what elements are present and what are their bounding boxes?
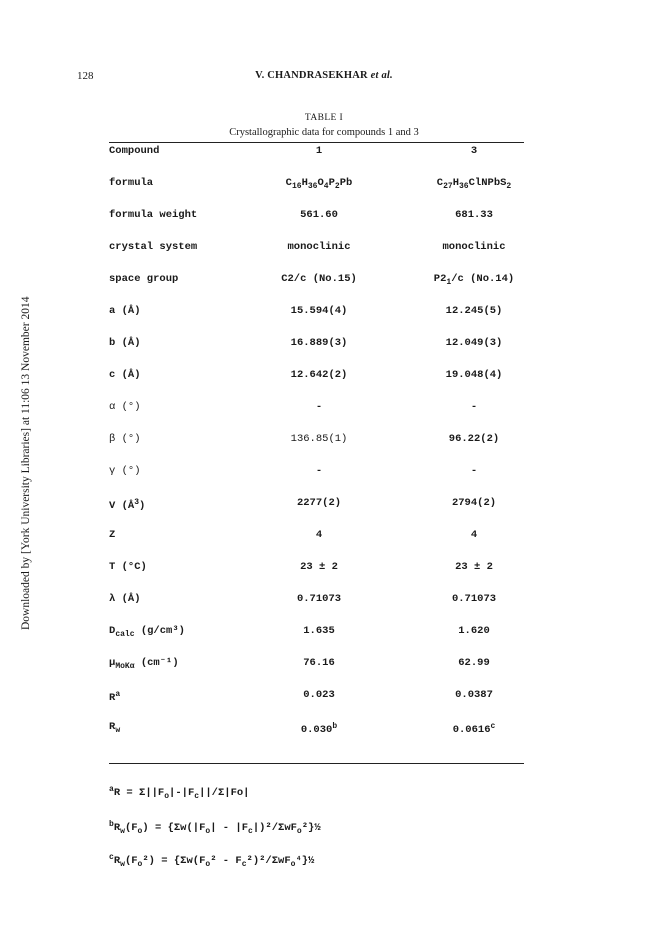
value-wavelength-1: 0.71073 [296, 593, 342, 605]
value-gamma-3: - [470, 465, 478, 477]
row-space-group [109, 271, 524, 287]
value-rw-1: 0.030$^b$ [300, 722, 338, 736]
prop-b: b (Å) [109, 337, 141, 349]
prop-space-group: space group [109, 273, 179, 285]
value-alpha-3: - [470, 401, 478, 413]
row-b [109, 335, 524, 351]
row-gamma [109, 463, 524, 479]
value-formula-weight-3: 681.33 [455, 209, 493, 221]
prop-temperature: T (°C) [109, 561, 147, 573]
value-z-3: 4 [470, 529, 478, 541]
row-z [109, 527, 524, 543]
value-r-3: 0.0387 [455, 689, 493, 701]
value-crystal-system-1: monoclinic [287, 241, 351, 253]
prop-formula: formula [109, 177, 154, 189]
value-temperature-1: 23 ± 2 [300, 561, 338, 573]
value-beta-3: 96.22(2) [448, 433, 500, 445]
row-c [109, 367, 524, 383]
running-head-authors: V. CHANDRASEKHAR [255, 70, 368, 81]
prop-alpha: α (°) [109, 401, 141, 413]
value-absorption-1: 76.16 [303, 657, 335, 669]
row-wavelength [109, 591, 524, 607]
row-absorption [109, 655, 524, 671]
prop-c: c (Å) [109, 369, 141, 381]
value-alpha-1: - [315, 401, 323, 413]
value-formula-3: $C_{27}H_{36}ClNPbS_2$ [436, 177, 512, 191]
row-crystal-system [109, 239, 524, 255]
row-temperature [109, 559, 524, 575]
prop-formula-weight: formula weight [109, 209, 198, 221]
footnote-b: $^bR_w(F_o) = \{\Sigma w(|F_o|$ - $|F_c|)^2/\Sigma wF_o^2\}\frac{1}{2}$ [109, 820, 321, 836]
value-z-1: 4 [315, 529, 323, 541]
value-rw-3: 0.0616$^c$ [452, 722, 496, 736]
header-compound-3: 3 [470, 145, 478, 157]
header-compound-1: 1 [315, 145, 323, 157]
value-a-3: 12.245(5) [445, 305, 503, 317]
value-wavelength-3: 0.71073 [451, 593, 497, 605]
prop-r: $R^a$ [109, 690, 121, 704]
prop-absorption: $\mu_{MoK\alpha}$ (cm⁻¹) [109, 657, 179, 671]
header-property: Compound [109, 145, 160, 157]
value-crystal-system-3: monoclinic [442, 241, 506, 253]
row-density [109, 623, 524, 639]
footnote-c: $^cR_w(F_o^2) = \{\Sigma w(F_o^2$ - $F_c^2)^2/\Sigma wF_o^4\}\frac{1}{2}$ [109, 853, 315, 869]
download-watermark: Downloaded by [York University Libraries] at 11:06 13 November 2014 [20, 296, 32, 630]
row-volume [109, 495, 524, 511]
prop-z: Z [109, 529, 116, 541]
value-volume-3: 2794(2) [451, 497, 497, 509]
value-space-group-1: C2/c (No.15) [281, 273, 357, 285]
prop-density: $D_{calc}$ (g/cm³) [109, 625, 185, 639]
value-b-1: 16.889(3) [290, 337, 348, 349]
value-density-1: 1.635 [303, 625, 335, 637]
value-c-1: 12.642(2) [290, 369, 348, 381]
footnote-a: $^aR = \Sigma||F_o|-|F_c||/\Sigma|Fo|$ [109, 785, 250, 801]
prop-volume: V $(Å^3)$ [109, 498, 146, 512]
table-caption: Crystallographic data for compounds 1 and 3 [229, 127, 419, 138]
prop-wavelength: λ (Å) [109, 593, 141, 605]
row-beta [109, 431, 524, 447]
prop-crystal-system: crystal system [109, 241, 198, 253]
value-b-3: 12.049(3) [445, 337, 503, 349]
row-rw [109, 719, 524, 735]
value-r-1: 0.023 [303, 689, 335, 701]
running-head-etal: et al. [370, 70, 393, 81]
value-formula-weight-1: 561.60 [300, 209, 338, 221]
prop-gamma: γ (°) [109, 465, 141, 477]
value-gamma-1: - [315, 465, 323, 477]
value-density-3: 1.620 [458, 625, 490, 637]
running-head [0, 70, 648, 81]
value-a-1: 15.594(4) [290, 305, 348, 317]
value-absorption-3: 62.99 [458, 657, 490, 669]
row-alpha [109, 399, 524, 415]
value-space-group-3: $P2_1/c$ (No.14) [433, 273, 515, 287]
table-bottom-rule [109, 763, 524, 764]
value-beta-1: 136.85(1) [290, 433, 348, 445]
table-header-row [109, 143, 524, 159]
table-label: TABLE I [304, 113, 344, 123]
prop-rw: $R_w$ [109, 721, 121, 735]
value-temperature-3: 23 ± 2 [455, 561, 493, 573]
row-a [109, 303, 524, 319]
value-formula-1: $C_{16}H_{36}O_4P_2Pb$ [285, 177, 353, 191]
value-volume-1: 2277(2) [296, 497, 342, 509]
row-formula [109, 175, 524, 191]
row-r [109, 687, 524, 703]
prop-a: a (Å) [109, 305, 141, 317]
prop-beta: β (°) [109, 433, 141, 445]
row-formula-weight [109, 207, 524, 223]
value-c-3: 19.048(4) [445, 369, 503, 381]
page-number: 128 [77, 70, 94, 82]
